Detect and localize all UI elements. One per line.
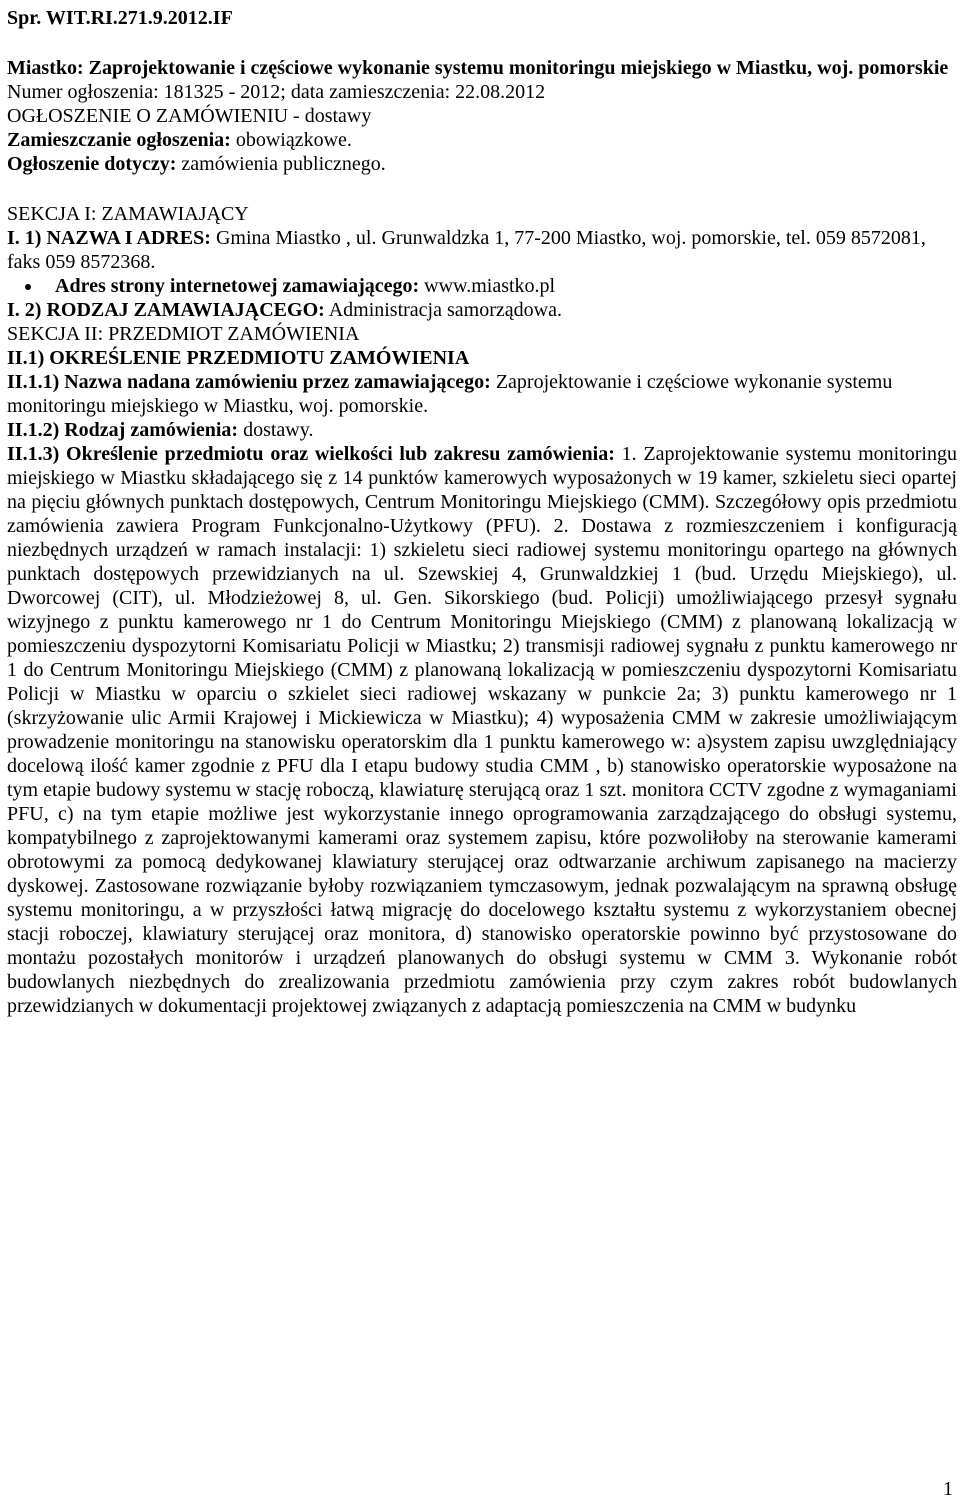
contract-kind-value: dostawy. — [238, 419, 314, 441]
contract-kind-label: II.1.2) Rodzaj zamówienia: — [7, 419, 239, 441]
contract-name-value: Zaprojektowanie i częściowe wykonanie systemu monitoringu miejskiego w Miastku, woj. pomorskie. — [7, 371, 893, 417]
contract-name-label: II.1.1) Nazwa nadana zamówieniu przez zamawiającego: — [7, 371, 491, 393]
website-item — [55, 274, 957, 298]
concerns-value: zamówienia publicznego. — [176, 153, 386, 175]
section1-heading: SEKCJA I: ZAMAWIAJĄCY — [7, 203, 249, 225]
website-label: Adres strony internetowej zamawiającego: — [55, 275, 420, 297]
type-value: Administracja samorządowa. — [324, 299, 562, 321]
concerns-label: Ogłoszenie dotyczy: — [7, 153, 177, 175]
document-page — [7, 6, 957, 1018]
section2-heading: SEKCJA II: PRZEDMIOT ZAMÓWIENIA — [7, 323, 360, 345]
type-label: I. 2) RODZAJ ZAMAWIAJĄCEGO: — [7, 299, 325, 321]
contract-description-label: II.1.3) Określenie przedmiotu oraz wielkości lub zakresu zamówienia: — [7, 443, 615, 465]
contracting-authority-type — [7, 298, 957, 322]
concerns-line — [7, 152, 957, 176]
bullet-icon — [25, 284, 31, 290]
placement-label: Zamieszczanie ogłoszenia: — [7, 129, 231, 151]
name-address-label: I. 1) NAZWA I ADRES: — [7, 227, 211, 249]
contract-kind — [7, 418, 957, 442]
name-address-value: Gmina Miastko , ul. Grunwaldzka 1, 77-200 Miastko, woj. pomorskie, tel. 059 8572081, faks 059 8572368. — [7, 227, 926, 273]
notice-title: Miastko: Zaprojektowanie i częściowe wykonanie systemu monitoringu miejskiego w Miastku, woj. pomorskie — [7, 57, 949, 79]
page-number: 1 — [943, 1478, 953, 1500]
contract-description — [7, 442, 957, 1018]
contracting-authority-name — [7, 226, 957, 274]
section2-subheading: II.1) OKREŚLENIE PRZEDMIOTU ZAMÓWIENIA — [7, 347, 470, 369]
notice-type: OGŁOSZENIE O ZAMÓWIENIU - dostawy — [7, 105, 372, 127]
website-list — [7, 274, 957, 298]
placement-value: obowiązkowe. — [230, 129, 352, 151]
contract-description-value: 1. Zaprojektowanie systemu monitoringu miejskiego w Miastku składającego się z 14 punktów kamerowych wyposażonych w 19 kamer, szkieletu sieci opartej na pięciu głównych punktach dostępowych, Centrum Monitoringu Miejskiego (CMM). Szczegółowy opis przedmiotu zamówienia zawiera Program Funkcjonalno-Użytkowy (PFU). 2. Dostawa z rozmieszczeniem i konfiguracją niezbędnych urządzeń w ramach instalacji: 1) szkieletu sieci radiowej systemu monitoringu opartego na głównych punktach dostępowych przewidzianych na ul. Szewskiej 4, Grunwaldzkiej 1 (bud. Urzędu Miejskiego), ul. Dworcowej (CIT), ul. Młodzieżowej 8, ul. Gen. Sikorskiego (bud. Policji) umożliwiającego przesył sygnału wizyjnego z punktu kamerowego nr 1 do Centrum Monitoringu Miejskiego (CMM) z planowaną lokalizacją w pomieszczeniu dyspozytorni Komisariatu Policji w Miastku; 2) transmisji radiowej sygnału z punktu kamerowego nr 1 do Centrum Monitoringu Miejskiego (CMM) z planowaną lokalizacją w pomieszczeniu dyspozytorni Komisariatu Policji w Miastku w oparciu o szkielet sieci radiowej wskazany w punkcie 2a; 3) punktu kamerowego nr 1 (skrzyżowanie ulic Armii Krajowej i Mickiewicza w Miastku); 4) wyposażenia CMM w zakresie umożliwiającym prowadzenie monitoringu na stanowisku operatorskim dla 1 punktu kamerowego w: a)system zapisu uwzględniający docelową ilość kamer zgodnie z PFU dla I etapu budowy studia CMM , b) stanowisko operatorskie wyposażone na tym etapie budowy systemu w stację roboczą, klawiaturę sterującą oraz 1 szt. monitora CCTV zgodne z wymaganiami PFU, c) na tym etapie możliwe jest wykorzystanie innego oprogramowania zarządzającego do obsługi systemu, kompatybilnego z zaprojektowanymi kamerami oraz systemem zapisu, które pozwoliłoby na sterowanie kamerami obrotowymi za pomocą dedykowanej klawiatury sterującej oraz odtwarzanie archiwum zapisanego na macierzy dyskowej. Zastosowane rozwiązanie byłoby rozwiązaniem tymczasowym, jednak pozwalającym na sprawną obsługę systemu monitoringu, a w przyszłości łatwą migrację do docelowego kształtu systemu z wykorzystaniem obecnej stacji roboczej, klawiatury sterującej oraz monitora, d) stanowisko operatorskie powinno być przystosowane do montażu pozostałych monitorów i urządzeń planowanych do obsługi systemu w CMM 3. Wykonanie robót budowlanych niezbędnych do zrealizowania przedmiotu zamówienia przy czym zakres robót budowlanych przewidzianych w dokumentacji projektowej związanych z adaptacją pomieszczenia na CMM w budynku — [7, 443, 957, 1017]
document-reference: Spr. WIT.RI.271.9.2012.IF — [7, 7, 233, 29]
placement-line — [7, 128, 957, 152]
website-link[interactable]: www.miastko.pl — [419, 275, 556, 297]
notice-number: Numer ogłoszenia: 181325 - 2012; data zamieszczenia: 22.08.2012 — [7, 81, 546, 103]
contract-name — [7, 370, 957, 418]
